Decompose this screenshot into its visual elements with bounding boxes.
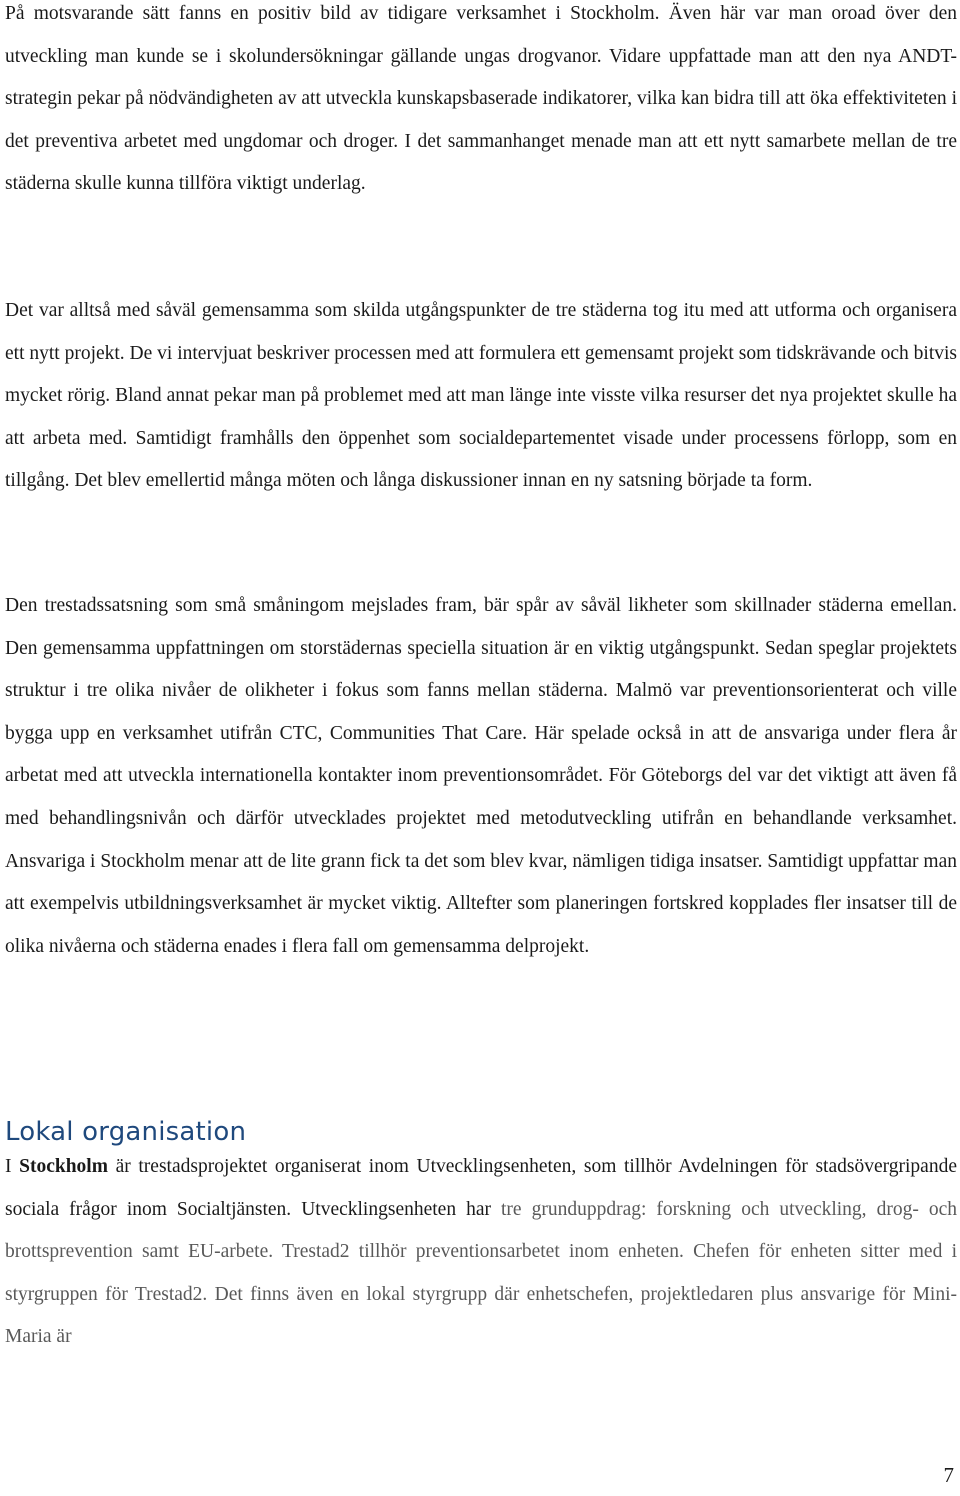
paragraph-3: Den trestadssatsning som små småningom mejslades fram, bär spår av såväl likheter som skillnader städerna emellan. Den gemensamma uppfattningen om storstädernas speciella situation är en viktig utgångspunkt. Sedan speglar projektets struktur i tre olika nivåer de olikheter i fokus som fanns mellan städerna. Malmö var preventionsorienterat och ville bygga upp en verksamhet utifrån CTC, Communities That Care. Här spelade också in att de ansvariga under flera år arbetat med att utveckla internationella kontakter inom preventionsområdet. För Göteborgs del var det viktigt att även få med behandlingsnivån och därför utvecklades projektet med metodutveckling utifrån en behandlande verksamhet. Ansvariga i Stockholm menar att de lite grann fick ta det som blev kvar, nämligen tidiga insatser. Samtidigt uppfattar man att exempelvis utbildningsverksamhet är mycket viktig. Alltefter som planeringen fortskred kopplades fler insatser till de olika nivåerna och städerna enades i flera fall om gemensamma delprojekt. bbox=[5, 595, 957, 957]
paragraph-4-lead: I bbox=[5, 1156, 20, 1177]
paragraph-4-grey-tail: tre grunduppdrag: forskning och utveckling, drog- och brottsprevention samt EU-arbete. Trestad2 tillhör preventionsarbetet inom enheten. Chefen för enheten sitter med i styrgruppen för Trestad2. Det finns även en lokal styrgrupp där enhetschefen, projektledaren plus ansvarige för Mini-Maria är bbox=[5, 1198, 957, 1348]
paragraph-2: Det var alltså med såväl gemensamma som skilda utgångspunkter de tre städerna tog itu med att utforma och organisera ett nytt projekt. De vi intervjuat beskriver processen med att formulera ett gemensamt projekt som tidskrävande och bitvis mycket rörig. Bland annat pekar man på problemet med att man länge inte visste vilka resurser det nya projektet skulle ha att arbeta med. Samtidigt framhålls den öppenhet som socialdepartementet visade under processens förlopp, som en tillgång. Det blev emellertid många möten och långa diskussioner innan en ny satsning började ta form. bbox=[5, 300, 957, 492]
paragraph-4 bbox=[5, 1146, 957, 1359]
page-number: 7 bbox=[943, 1463, 954, 1487]
paragraph-4-bold-city: Stockholm bbox=[19, 1156, 108, 1177]
paragraph-4-main: är trestadsprojektet organiserat inom Utvecklingsenheten, som tillhör Avdelningen för stadsövergripande sociala frågor inom Socialtjänsten. Utvecklingsenheten har bbox=[5, 1156, 957, 1220]
section-heading: Lokal organisation bbox=[5, 1117, 247, 1147]
paragraph-1: På motsvarande sätt fanns en positiv bild av tidigare verksamhet i Stockholm. Även här var man oroad över den utveckling man kunde se i skolundersökningar gällande ungas drogvanor. Vidare uppfattade man att den nya ANDT-strategin pekar på nödvändigheten av att utveckla kunskapsbaserade indikatorer, vilka kan bidra till att öka effektiviteten i det preventiva arbetet med ungdomar och droger. I det sammanhanget menade man att ett nytt samarbete mellan de tre städerna skulle kunna tillföra viktigt underlag. bbox=[5, 3, 957, 195]
